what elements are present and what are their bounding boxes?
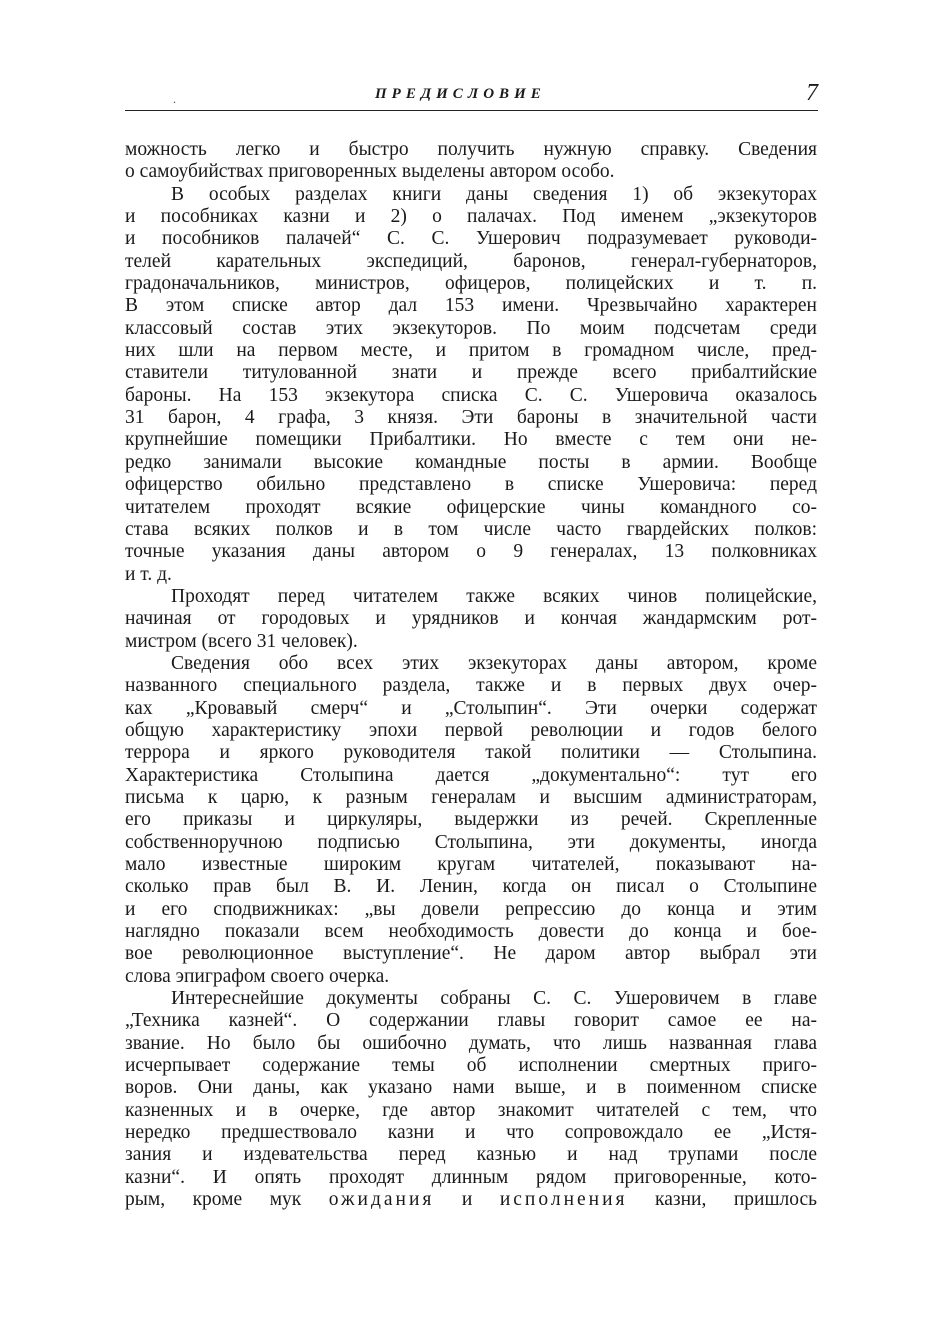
text-line: и пособниках казни и 2) о палачах. Под именем „экзекуторов xyxy=(125,206,817,228)
text-line: телей карательных экспедиций, баронов, генерал-губернаторов, xyxy=(125,250,817,272)
text-line: и его сподвижниках: „вы довели репрессию до конца и этим xyxy=(125,898,817,920)
text-line: начиная от городовых и урядников и кончая жандармским рот- xyxy=(125,608,817,630)
text-line: Сведения обо всех этих экзекуторах даны автором, кроме xyxy=(171,652,817,674)
text-line: сколько прав был В. И. Ленин, когда он писал о Столыпине xyxy=(125,876,817,898)
text-line: В особых разделах книги даны сведения 1) об экзекуторах xyxy=(171,183,817,205)
text-line: Характеристика Столыпина дается „документально“: тут его xyxy=(125,764,817,786)
text-line: казни“. И опять проходят длинным рядом приговоренные, кото- xyxy=(125,1166,817,1188)
text-line: названного специального раздела, также и в первых двух очер- xyxy=(125,675,817,697)
text-fragment: и xyxy=(434,1189,500,1211)
spaced-emphasis: ожидания xyxy=(328,1189,435,1211)
text-line: письма к царю, к разным генералам и высшим администраторам, xyxy=(125,786,817,808)
page-number: 7 xyxy=(806,80,818,106)
text-line: става всяких полков и в том числе часто гвардейских полков: xyxy=(125,518,817,540)
text-line: звание. Но было бы ошибочно думать, что лишь названная глава xyxy=(125,1032,817,1054)
text-line-last xyxy=(125,1189,817,1211)
running-head xyxy=(125,80,820,110)
text-line: мистром (всего 31 человек). xyxy=(125,630,358,652)
text-line: редко занимали высокие командные посты в армии. Вообще xyxy=(125,451,817,473)
text-line: 31 барон, 4 графа, 3 князя. Эти бароны в значительной части xyxy=(125,407,817,429)
text-line: собственноручною подписью Столыпина, эти документы, иногда xyxy=(125,831,817,853)
body-text xyxy=(125,139,817,1212)
text-line: В этом списке автор дал 153 имени. Чрезвычайно характерен xyxy=(125,295,817,317)
text-line: о самоубийствах приговоренных выделены автором особо. xyxy=(125,161,615,183)
header-mark: . xyxy=(173,92,176,106)
text-line: казненных и в очерке, где автор знакомит читателей с тем, что xyxy=(125,1099,817,1121)
text-line: Проходят перед читателем также всяких чинов полицейские, xyxy=(171,585,817,607)
text-line: наглядно показали всем необходимость довести до конца и бое- xyxy=(125,921,817,943)
text-line: вое революционное выступление“. Не даром автор выбрал эти xyxy=(125,943,817,965)
text-line: общую характеристику эпохи первой революции и годов белого xyxy=(125,719,817,741)
text-line: крупнейшие помещики Прибалтики. Но вместе с тем они не- xyxy=(125,429,817,451)
text-line: мало известные широким кругам читателей, показывают на- xyxy=(125,854,817,875)
text-line: террора и яркого руководителя такой политики — Столыпина. xyxy=(125,742,817,764)
text-line: можность легко и быстро получить нужную справку. Сведения xyxy=(125,139,817,160)
text-line: Интереснейшие документы собраны С. С. Ушеровичем в главе xyxy=(171,988,817,1010)
text-line: них шли на первом месте, и притом в громадном числе, пред- xyxy=(125,340,817,362)
text-line: и т. д. xyxy=(125,563,172,585)
text-line: „Техника казней“. О содержании главы говорит самое ее на- xyxy=(125,1010,817,1032)
text-line: и пособников палачей“ С. С. Ушерович подразумевает руководи- xyxy=(125,228,817,250)
running-title: ПРЕДИСЛОВИЕ xyxy=(375,86,546,102)
text-line: ставители титулованной знати и прежде всего прибалтийские xyxy=(125,362,817,384)
text-line: классовый состав этих экзекуторов. По моим подсчетам среди xyxy=(125,317,817,339)
text-line: зания и издевательства перед казнью и над трупами после xyxy=(125,1144,817,1166)
text-line: исчерпывает содержание темы об исполнении смертных приго- xyxy=(125,1055,817,1077)
text-fragment: рым, кроме мук xyxy=(125,1189,329,1211)
text-line: бароны. На 153 экзекутора списка С. С. Ушеровича оказалось xyxy=(125,384,817,406)
text-line: воров. Они даны, как указано нами выше, и в поименном списке xyxy=(125,1077,817,1099)
text-fragment: казни, пришлось xyxy=(627,1189,817,1211)
text-line: точные указания даны автором о 9 генералах, 13 полковниках xyxy=(125,541,817,563)
text-line: ках „Кровавый смерч“ и „Столыпин“. Эти очерки содержат xyxy=(125,697,817,719)
text-line: офицерство обильно представлено в списке Ушеровича: перед xyxy=(125,474,817,496)
text-line: читателем проходят всякие офицерские чины командного со- xyxy=(125,496,817,518)
text-line: его приказы и циркуляры, выдержки из речей. Скрепленные xyxy=(125,809,817,831)
text-line: нередко предшествовало казни и что сопровождало ее „Истя- xyxy=(125,1122,817,1144)
spaced-emphasis: исполнения xyxy=(499,1189,628,1211)
text-line: градоначальников, министров, офицеров, полицейских и т. п. xyxy=(125,273,817,295)
header-rule xyxy=(125,110,818,111)
text-line: слова эпиграфом своего очерка. xyxy=(125,965,390,987)
